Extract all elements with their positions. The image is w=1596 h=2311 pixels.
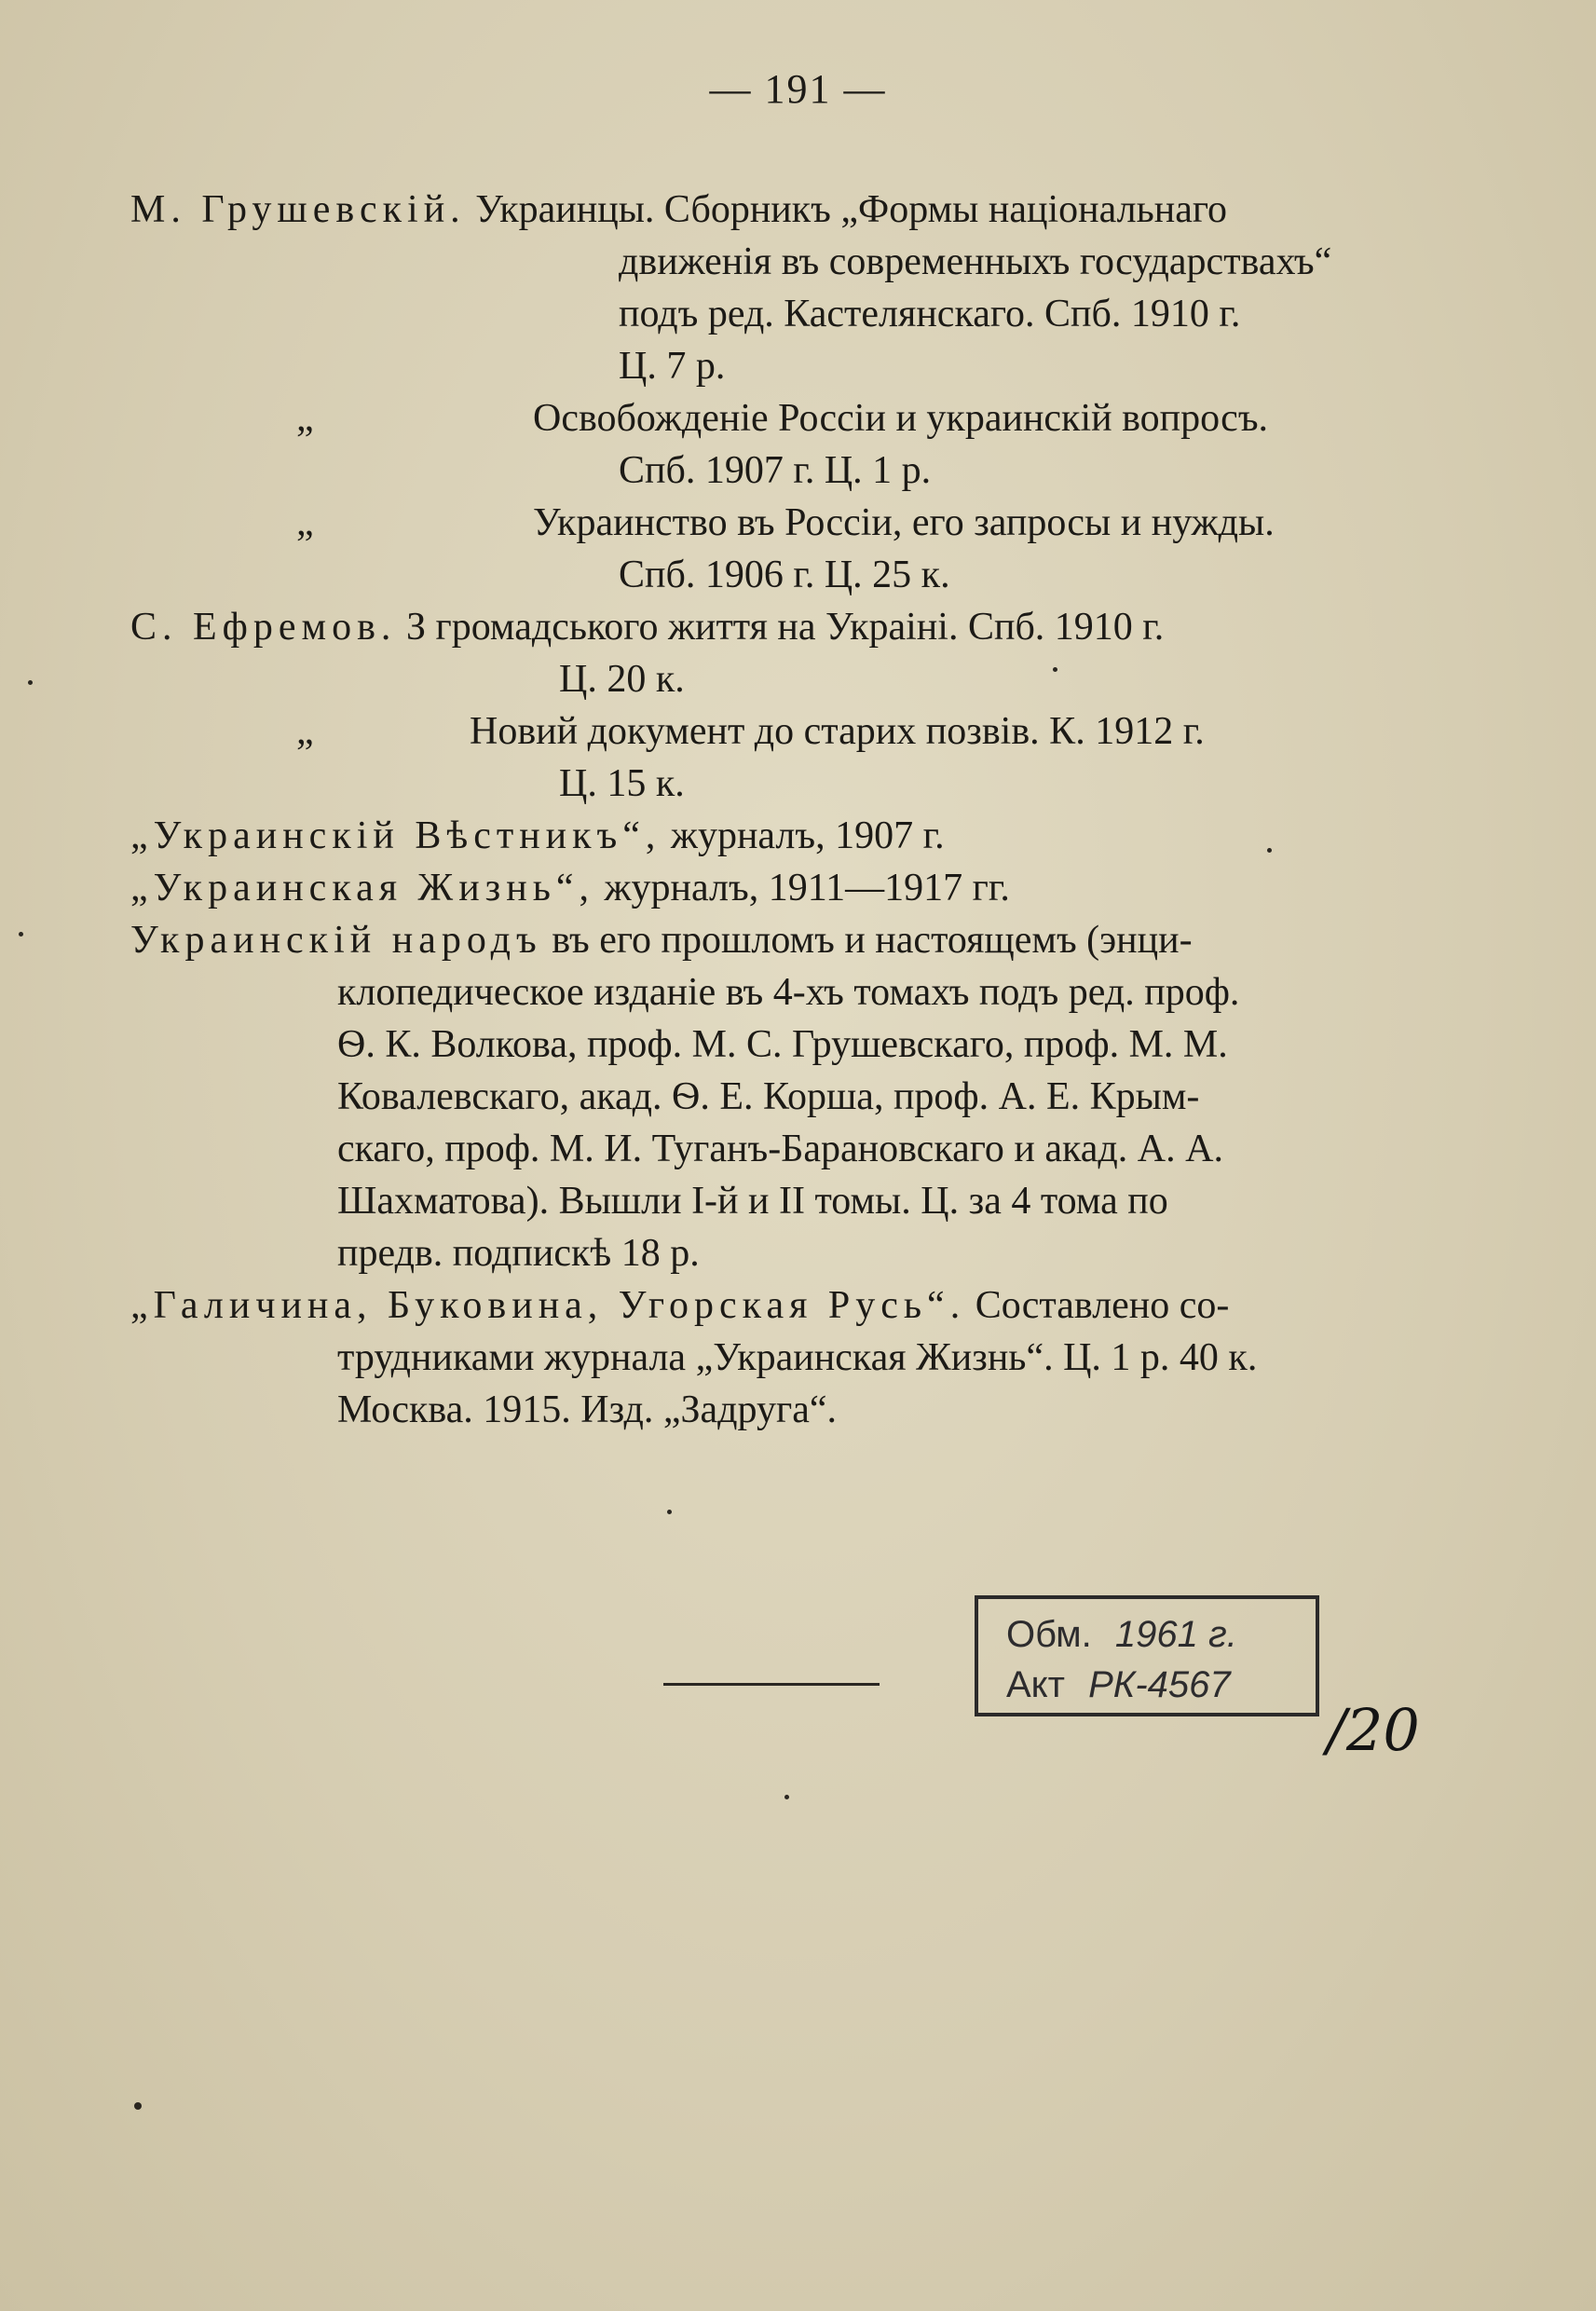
- book-title: Украинскій народъ: [130, 919, 542, 962]
- bibliography-entry: [130, 921, 1193, 960]
- bibliography-entry: [130, 608, 1164, 647]
- entry-text: Шахматова). Вышли I-й и II томы. Ц. за 4 тома по: [337, 1180, 1168, 1223]
- book-title: „Галичина, Буковина, Угорская Русь“.: [130, 1284, 966, 1327]
- entry-text: предв. подпискѣ 18 р.: [337, 1232, 700, 1275]
- entry-text: Ц. 7 р.: [619, 345, 726, 388]
- stamp-line-1: [1006, 1614, 1237, 1656]
- entry-text: журналъ, 1907 г.: [670, 814, 945, 857]
- entry-text: Освобожденіе Россіи и украинскій вопросъ.: [533, 397, 1269, 440]
- entry-text: Составлено со-: [975, 1284, 1230, 1327]
- stamp-value: 1961 г.: [1114, 1614, 1237, 1655]
- ditto-mark: „: [296, 710, 314, 753]
- entry-text: Спб. 1906 г. Ц. 25 к.: [619, 554, 950, 596]
- paper-speck: [667, 1510, 672, 1514]
- entry-text: трудниками журнала „Украинская Жизнь“. Ц. 1 р. 40 к.: [337, 1336, 1258, 1379]
- author-name: С. Ефремов.: [130, 606, 397, 649]
- entry-text: въ его прошломъ и настоящемъ (энци-: [552, 919, 1193, 962]
- entry-text: Ѳ. К. Волкова, проф. М. С. Грушевскаго, проф. М. М.: [337, 1023, 1228, 1066]
- entry-text: Украинство въ Россіи, его запросы и нужды.: [533, 501, 1275, 544]
- stamp-value: РК-4567: [1088, 1664, 1231, 1705]
- journal-title: „Украинская Жизнь“,: [130, 867, 595, 909]
- stamp-line-2: [1006, 1664, 1231, 1706]
- entry-text: скаго, проф. М. И. Туганъ-Барановскаго и акад. А. А.: [337, 1128, 1223, 1170]
- stamp-label: Акт: [1006, 1664, 1065, 1705]
- entry-text: Москва. 1915. Изд. „Задруга“.: [337, 1388, 837, 1431]
- paper-speck: [28, 680, 33, 685]
- paper-speck: [1053, 667, 1057, 672]
- entry-text: Спб. 1907 г. Ц. 1 р.: [619, 449, 932, 492]
- entry-text: З громадського життя на Украіні. Спб. 1910 г.: [405, 606, 1165, 649]
- paper-speck: [134, 2102, 142, 2110]
- bibliography-entry: [130, 816, 945, 855]
- bibliography-entry: [130, 1286, 1229, 1325]
- journal-title: „Украинскій Вѣстникъ“,: [130, 814, 662, 857]
- entry-text: Ц. 20 к.: [559, 658, 685, 701]
- entry-text: подъ ред. Кастелянскаго. Спб. 1910 г.: [619, 293, 1241, 335]
- entry-text: Ковалевскаго, акад. Ѳ. Е. Корша, проф. А. Е. Крым-: [337, 1075, 1200, 1118]
- ditto-mark: „: [296, 501, 314, 544]
- entry-text: Новий документ до старих позвів. К. 1912 г.: [470, 710, 1205, 753]
- library-stamp: [975, 1595, 1319, 1716]
- page-number: — 191 —: [709, 66, 887, 112]
- ditto-mark: „: [296, 397, 314, 440]
- entry-text: клопедическое изданіе въ 4-хъ томахъ подъ ред. проф.: [337, 971, 1240, 1014]
- entry-text: движенія въ современныхъ государствахъ“: [619, 240, 1332, 283]
- paper-speck: [19, 932, 23, 937]
- stamp-label: Обм.: [1006, 1614, 1092, 1655]
- entry-text: Украинцы. Сборникъ „Формы національнаго: [475, 188, 1228, 231]
- bibliography-entry: [130, 868, 1010, 908]
- entry-text: Ц. 15 к.: [559, 762, 685, 805]
- handwritten-note: /20: [1327, 1696, 1420, 1764]
- closing-rule: [663, 1683, 880, 1686]
- paper-speck: [784, 1795, 789, 1799]
- paper-speck: [1267, 848, 1272, 853]
- entry-text: журналъ, 1911—1917 гг.: [604, 867, 1010, 909]
- bibliography-entry: [130, 190, 1227, 229]
- author-name: М. Грушевскій.: [130, 188, 466, 231]
